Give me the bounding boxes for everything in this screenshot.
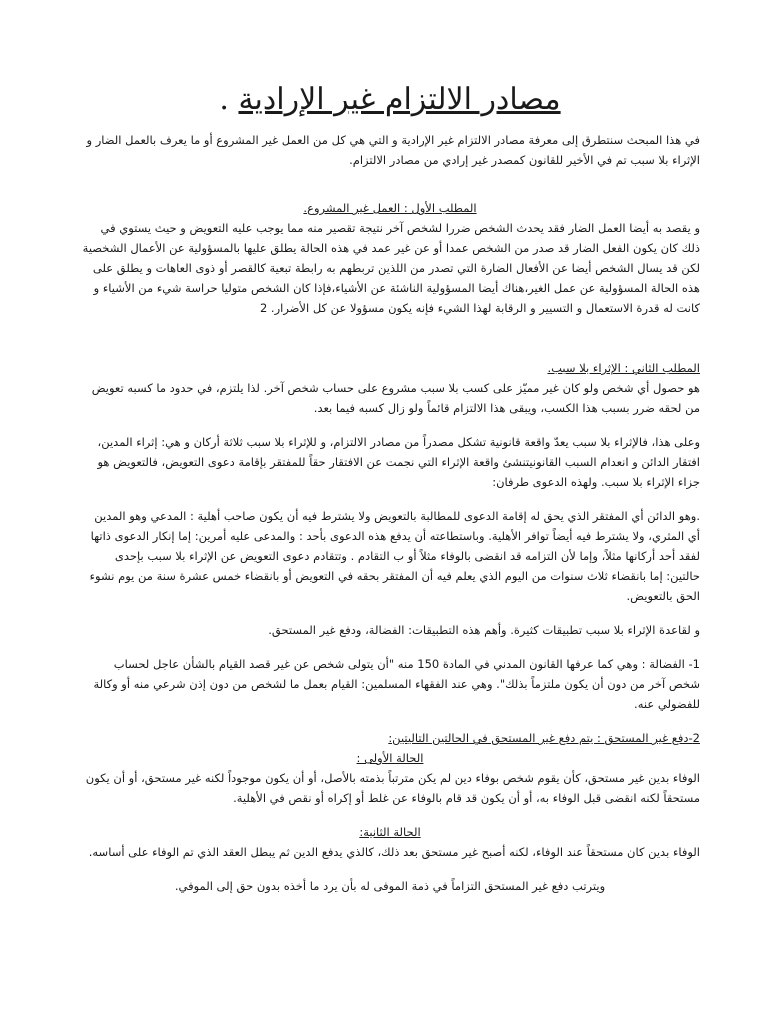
section1-heading: المطلب الأول : العمل غير المشروع.: [303, 201, 477, 215]
page-title-text: مصادر الالتزام غير الإرادية: [238, 82, 561, 117]
page-title: [80, 80, 700, 120]
page-title-dot: .: [219, 82, 229, 117]
section1-body: و يقصد به أيضا العمل الضار فقد يحدث الشخص ضررا لشخص آخر نتيجة تقصير منه مما يوجب عليه التعويض و حيث يستوي في ذلك كان يكون الفعل الضار قد صدر من الشخص عمدا أو عن غير عمد في هذه الحالة يطلق عليها بالمسؤولية عن الأعمال الشخصية لكن قد يسال الشخص أيضا عن الأفعال الضارة التي تصدر من اللذين تربطهم به رابطة تبعية كالقصر أو ذوى العاهات و يطلق على هذه الحالة المسؤولية عن عمل الغير،هناك أيضا المسؤولية الناشئة عن الأشياء،فإذا كان الشخص متوليا حراسة شيء من الأشياء و كانت له قدرة الاستعمال و التسيير و الرقابة لهذا الشيء فإنه يكون مسؤولا عن كل الأضرار. 2: [82, 221, 700, 315]
case1-body: الوفاء بدين غير مستحق، كأن يقوم شخص بوفاء دين لم يكن مترتباً بذمته بالأصل، أو أن يكون موجوداً لكنه غير مستحق، أو أن يكون مستحقاً لكنه انقضى قبل الوفاء به، أو أن يكون قد قام بالوفاء عن غلط أو إكراه أو نقص في الأهلية.: [85, 771, 700, 805]
case2-body: الوفاء بدين كان مستحقاً عند الوفاء، لكنه أصبح غير مستحق بعد ذلك، كالذي يدفع الدين ثم يبطل العقد الذي تم الوفاء على أساسه.: [88, 845, 700, 859]
section2-paragraph-3: .وهو الدائن أي المفتقر الذي يحق له إقامة الدعوى للمطالبة بالتعويض ولا يشترط فيه أن يكون صاحب أهلية : المدعي وهو المدين أي المثري، ولا يشترط فيه أيضاً توافر الأهلية. وباستطاعته أن يدفع هذه الدعوى بأحد : والمدعى عليه أمرين: إما إنكار الدعوى ذاتها لفقد أحد أركانها مثلاً، وإما لأن التزامه قد انقضى بالوفاء مثلاً أو ب التقادم . وتتقادم دعوى التعويض عن الإثراء بلا سبب بإحدى حالتين: إما بانقضاء ثلاث سنوات من اليوم الذي يعلم فيه أن المفتقر بحقه في التعويض أو بانقضاء خمس عشرة سنة من يوم نشوء الحق بالتعويض.: [89, 509, 700, 603]
document-page: [80, 80, 700, 896]
case2-heading: الحالة الثانية:: [359, 825, 421, 839]
section2-paragraph-4: و لقاعدة الإثراء بلا سبب تطبيقات كثيرة. وأهم هذه التطبيقات: الفضالة، ودفع غير المستحق.: [268, 623, 700, 637]
section3-heading: 2-دفع غير المستحق : يتم دفع غير المستحق في الحالتين التاليتين:: [388, 731, 700, 745]
section2-paragraph-5: 1- الفضالة : وهي كما عرفها القانون المدني في المادة 150 منه "أن يتولى شخص عن غير قصد القيام بالشأن عاجل لحساب شخص آخر من دون أن يكون ملتزماً بذلك". وهي عند الفقهاء المسلمين: القيام بعمل ما لشخص من دون إذن شرعي منه أو وكالة للفضولي عنه.: [93, 657, 700, 711]
section2-paragraph-1: هو حصول أي شخص ولو كان غير مميّز على كسب بلا سبب مشروع على حساب شخص آخر. لذا يلتزم، في حدود ما كسبه تعويض من لحقه ضرر بسبب هذا الكسب، ويبقى هذا الالتزام قائماً ولو زال كسبه فيما بعد.: [91, 381, 700, 415]
case1-heading: الحالة الأولى :: [356, 751, 424, 765]
section2-paragraph-2: وعلى هذا، فالإثراء بلا سبب يعدّ واقعة قانونية تشكل مصدراً من مصادر الالتزام، و للإثراء بلا سبب ثلاثة أركان و هي: إثراء المدين، افتقار الدائن و انعدام السبب القانونيتنشئ واقعة الإثراء التي نجمت عن الافتقار حقاً للمفتقر بإقامة دعوى التعويض، فالتعويض هو جزاء الإثراء بلا سبب. ولهذه الدعوى طرفان:: [97, 435, 700, 489]
section2-heading: المطلب الثاني : الإثراء بلا سبب.: [547, 361, 700, 375]
intro-paragraph: في هذا المبحث سنتطرق إلى معرفة مصادر الالتزام غير الإرادية و التي هي كل من العمل غير المشروع أو ما يعرف بالعمل الضار و الإثراء بلا سبب تم في الأخير للقانون كمصدر غير إرادي من مصادر الالتزام.: [86, 133, 700, 167]
closing-paragraph: ويترتب دفع غير المستحق التزاماً في ذمة الموفى له بأن يرد ما أخذه بدون حق إلى الموفي.: [174, 879, 606, 893]
